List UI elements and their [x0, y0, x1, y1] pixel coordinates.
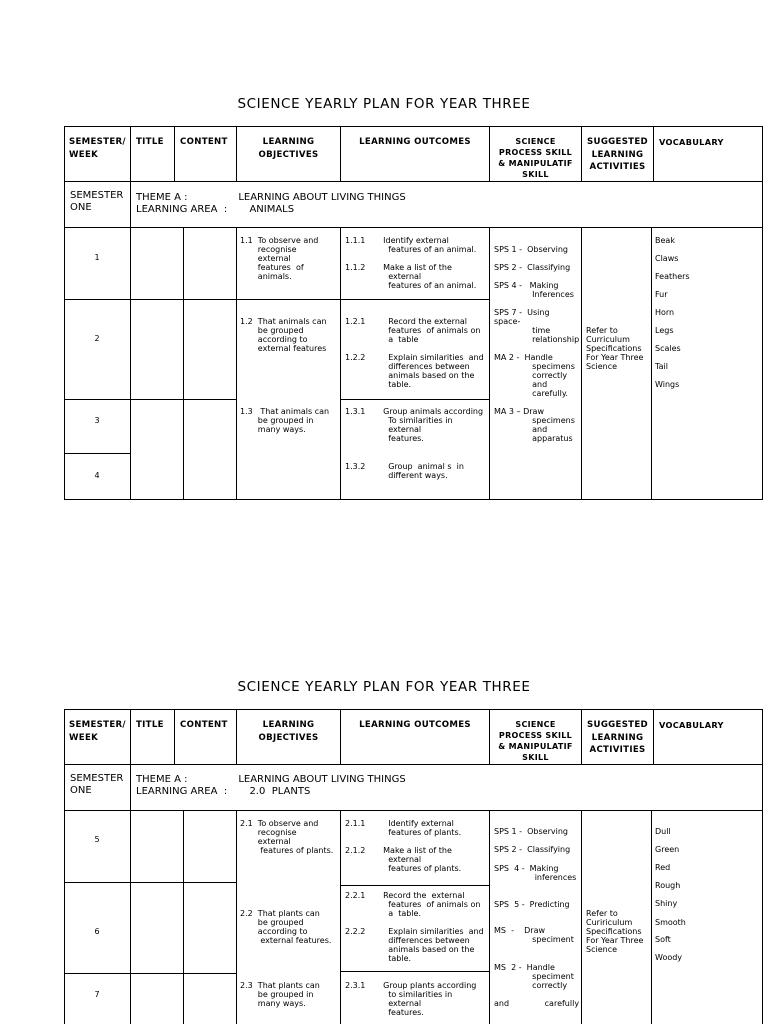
table-border — [762, 709, 763, 1024]
process-skill: SPS 1 - Observing — [494, 245, 568, 254]
learning-outcome: 1.1.1 Identify external features of an animal. — [345, 236, 477, 254]
suggested-activities: Refer to Cuririculum Specifications For Year Three Science — [586, 909, 644, 954]
learning-outcome: 2.2.1 Record the external features of animals on a table. — [345, 891, 481, 918]
process-skill: SPS 5 - Predicting — [494, 900, 570, 909]
table-border — [64, 764, 763, 765]
vocabulary-word: Scales — [655, 344, 681, 353]
table-border — [64, 227, 763, 228]
header-learning-objectives: LEARNING OBJECTIVES — [258, 137, 319, 160]
vocabulary-word: Soft — [655, 935, 671, 944]
header-science-process-skill: SCIENCE PROCESS SKILL & MANIPULATIF SKILL — [498, 137, 573, 179]
week-number: 7 — [94, 990, 100, 999]
table-border — [64, 181, 763, 182]
header-vocabulary: VOCABULARY — [659, 137, 724, 147]
table-border — [340, 709, 341, 764]
process-skill: SPS 4 - Making Inferences — [494, 281, 574, 299]
table-border — [340, 299, 490, 300]
learning-outcome: 2.1.1 Identify external features of plants. — [345, 819, 462, 837]
vocabulary-word: Smooth — [655, 918, 686, 927]
table-border — [64, 882, 236, 883]
header-semester-week: SEMESTER/ WEEK — [69, 720, 126, 743]
table-border — [651, 810, 652, 1024]
table-border — [489, 227, 490, 499]
header-content: CONTENT — [180, 720, 228, 730]
vocabulary-word: Claws — [655, 254, 679, 263]
table-border — [64, 973, 236, 974]
process-skill: MA 3 – Draw specimens and apparatus — [494, 407, 575, 443]
header-learning-outcomes: LEARNING OUTCOMES — [359, 720, 471, 730]
learning-outcome: 1.1.2 Make a list of the external features of an animal. — [345, 263, 477, 290]
vocabulary-word: Green — [655, 845, 680, 854]
table-border — [340, 885, 490, 886]
learning-outcome: 2.3.1 Group plants according to similarities in external features. — [345, 981, 477, 1017]
header-title: TITLE — [136, 137, 164, 147]
process-skill: SPS 1 - Observing — [494, 827, 568, 836]
header-vocabulary: VOCABULARY — [659, 720, 724, 730]
vocabulary-word: Legs — [655, 326, 674, 335]
week-number: 6 — [94, 927, 100, 936]
table-border — [64, 126, 65, 500]
table-border — [236, 810, 237, 1024]
table-border — [489, 810, 490, 1024]
table-border — [340, 227, 341, 499]
table-border — [130, 764, 131, 810]
theme-line: THEME A : LEARNING ABOUT LIVING THINGS — [136, 192, 406, 203]
table-border — [340, 399, 490, 400]
table-border — [64, 709, 65, 1024]
week-number: 3 — [94, 416, 100, 425]
table-border — [174, 709, 175, 764]
process-skill: and carefully — [494, 999, 580, 1008]
learning-outcome: 1.3.1 Group animals according To similarities in external features. — [345, 407, 484, 443]
header-semester-week: SEMESTER/ WEEK — [69, 137, 126, 160]
header-content: CONTENT — [180, 137, 228, 147]
page-title: SCIENCE YEARLY PLAN FOR YEAR THREE — [237, 96, 531, 112]
process-skill: MS - Draw speciment — [494, 926, 574, 944]
vocabulary-word: Tail — [655, 362, 668, 371]
vocabulary-word: Dull — [655, 827, 671, 836]
header-suggested-learning-activities: SUGGESTED LEARNING ACTIVITIES — [587, 137, 648, 172]
header-learning-outcomes: LEARNING OUTCOMES — [359, 137, 471, 147]
process-skill: SPS 7 - Using space- time relationship — [494, 308, 580, 344]
table-border — [653, 709, 654, 764]
semester-label: SEMESTER ONE — [70, 190, 124, 213]
suggested-activities: Refer to Curriculum Specifications For Year Three Science — [586, 326, 644, 371]
table-border — [651, 227, 652, 499]
process-skill: SPS 2 - Classifying — [494, 263, 571, 272]
learning-objective: 1.1 To observe and recognise external features of animals. — [240, 236, 319, 281]
table-border — [64, 499, 763, 500]
vocabulary-word: Horn — [655, 308, 675, 317]
learning-outcome: 1.2.1 Record the external features of animals on a table — [345, 317, 481, 344]
table-border — [130, 709, 131, 764]
vocabulary-word: Woody — [655, 953, 683, 962]
vocabulary-word: Fur — [655, 290, 668, 299]
learning-outcome: 2.2.2 Explain similarities and differences between animals based on the table. — [345, 927, 484, 963]
table-border — [64, 299, 340, 300]
table-border — [64, 810, 763, 811]
learning-objective: 1.2 That animals can be grouped according to external features — [240, 317, 327, 353]
table-border — [130, 810, 131, 1024]
learning-outcome: 1.3.2 Group animal s in different ways. — [345, 462, 464, 480]
table-border — [762, 126, 763, 500]
table-border — [174, 126, 175, 181]
header-title: TITLE — [136, 720, 164, 730]
vocabulary-word: Rough — [655, 881, 681, 890]
table-border — [340, 810, 341, 1024]
learning-objective: 2.3 That plants can be grouped in many ways. — [240, 981, 320, 1008]
process-skill: MA 2 - Handle specimens correctly and carefully. — [494, 353, 575, 398]
week-number: 1 — [94, 253, 100, 262]
process-skill: SPS 4 - Making inferences — [494, 864, 577, 882]
week-number: 5 — [94, 835, 100, 844]
table-border — [130, 126, 131, 181]
semester-label: SEMESTER ONE — [70, 773, 124, 796]
process-skill: SPS 2 - Classifying — [494, 845, 571, 854]
learning-objective: 2.2 That plants can be grouped according to external features. — [240, 909, 332, 945]
table-border — [236, 227, 237, 499]
page-title: SCIENCE YEARLY PLAN FOR YEAR THREE — [237, 679, 531, 695]
table-border — [340, 126, 341, 181]
header-suggested-learning-activities: SUGGESTED LEARNING ACTIVITIES — [587, 720, 648, 755]
table-border — [581, 227, 582, 499]
vocabulary-word: Shiny — [655, 899, 678, 908]
week-number: 4 — [94, 471, 100, 480]
table-border — [581, 810, 582, 1024]
learning-area-line: LEARNING AREA : 2.0 PLANTS — [136, 786, 311, 797]
table-border — [653, 126, 654, 181]
week-number: 2 — [94, 334, 100, 343]
process-skill: MS 2 - Handle speciment correctly — [494, 963, 574, 990]
learning-objective: 1.3 That animals can be grouped in many ways. — [240, 407, 330, 434]
header-science-process-skill: SCIENCE PROCESS SKILL & MANIPULATIF SKILL — [498, 720, 573, 762]
vocabulary-word: Beak — [655, 236, 675, 245]
learning-outcome: 2.1.2 Make a list of the external features of plants. — [345, 846, 462, 873]
table-border — [130, 181, 131, 227]
vocabulary-word: Feathers — [655, 272, 690, 281]
table-border — [183, 810, 184, 1024]
vocabulary-word: Wings — [655, 380, 680, 389]
learning-area-line: LEARNING AREA : ANIMALS — [136, 204, 295, 215]
table-border — [64, 126, 763, 127]
table-border — [64, 453, 130, 454]
learning-objective: 2.1 To observe and recognise external features of plants. — [240, 819, 334, 855]
table-border — [340, 971, 490, 972]
vocabulary-word: Red — [655, 863, 671, 872]
theme-line: THEME A : LEARNING ABOUT LIVING THINGS — [136, 774, 406, 785]
header-learning-objectives: LEARNING OBJECTIVES — [258, 720, 319, 743]
table-border — [64, 399, 236, 400]
table-border — [64, 709, 763, 710]
table-border — [130, 227, 131, 499]
table-border — [183, 227, 184, 499]
learning-outcome: 1.2.2 Explain similarities and differences between animals based on the table. — [345, 353, 484, 389]
